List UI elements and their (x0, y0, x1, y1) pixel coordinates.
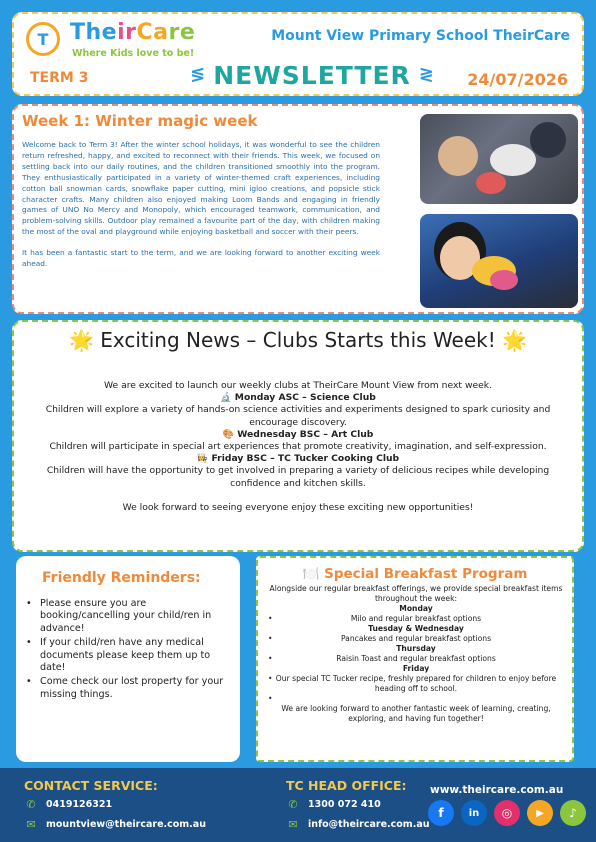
clubs-body (38, 380, 558, 514)
reminders-list (26, 598, 236, 703)
email-icon: ✉ (288, 818, 298, 831)
list-item: • Come check our lost property for your missing things. (26, 676, 236, 701)
club-text-cooking: Children will have the opportunity to get involved in preparing a variety of delicious recipes while developing confidence and kitchen skills. (46, 465, 550, 489)
office-phone-line[interactable] (286, 798, 381, 811)
reminders-section (16, 556, 240, 762)
linkedin-icon[interactable]: in (461, 800, 487, 826)
contact-phone: 0419126321 (46, 799, 113, 810)
club-heading-science: 🔬 Monday ASC – Science Club (220, 392, 376, 404)
week-title: Week 1: Winter magic week (22, 112, 258, 130)
breakfast-day: Friday (402, 664, 430, 673)
breakfast-day: Tuesday & Wednesday (368, 624, 464, 633)
clubs-intro: We are excited to launch our weekly clubs at TheirCare Mount View from next week. (103, 380, 493, 391)
footer (0, 768, 596, 842)
list-item: • If your child/ren have any medical documents please keep them up to date! (26, 637, 236, 674)
club-text-science: Children will explore a variety of hands-on science activities and experiments designed to spark curiosity and encourage discovery. (45, 404, 551, 428)
week-section (12, 104, 584, 314)
clubs-closing: We look forward to seeing everyone enjoy these exciting new opportunities! (122, 501, 474, 513)
newsletter-title: NEWSLETTER (213, 60, 411, 90)
issue-date: 24/07/2026 (467, 70, 568, 89)
club-text-art: Children will participate in special art experiences that promote creativity, imagination, and self-expression. (49, 441, 547, 453)
contact-phone-line[interactable] (24, 798, 112, 811)
logo-wordmark: TheirCare (70, 20, 196, 45)
breakfast-closing: We are looking forward to another fantastic week of learning, creating, exploring, and having fun together! (281, 704, 551, 723)
theircare-logo-icon: T (26, 22, 60, 56)
email-icon: ✉ (26, 818, 36, 831)
social-links (428, 800, 586, 826)
office-heading: TC HEAD OFFICE: (286, 778, 407, 793)
week-paragraph: It has been a fantastic start to the term, and we are looking forward to another exciting week ahead. (22, 248, 380, 269)
breakfast-title: 🍽️ Special Breakfast Program (302, 566, 528, 582)
facebook-icon[interactable]: f (428, 800, 454, 826)
breakfast-body (268, 584, 564, 724)
breakfast-day: Monday (399, 604, 433, 613)
week-paragraph: Welcome back to Term 3! After the winter school holidays, it was wonderful to see the children return refreshed, happy, and excited to reconnect with their friends. This week, we focused on settling back into our daily routines, and the children transitioned smoothly into the program. They enthusiastically participated in a variety of winter-themed craft experiences, including cotton ball snowman cards, snowflake paper cutting, mini igloo creations, and popsicle stick character crafts. Many children also enjoyed making Loom Bands and engaging in friendly games of UNO No Mercy and Monopoly, which encouraged teamwork, communication, and problem-solving skills. Outdoor play remained a favourite part of the day, with children making the most of the oval and playground while enjoying basketball and soccer with their peers. (22, 140, 380, 237)
phone-icon: ✆ (288, 798, 298, 811)
phone-icon: ✆ (26, 798, 36, 811)
instagram-icon[interactable]: ◎ (494, 800, 520, 826)
list-item: • Please ensure you are booking/cancelling your child/ren in advance! (26, 598, 236, 635)
term-label: TERM 3 (30, 70, 89, 86)
tiktok-icon[interactable]: ♪ (560, 800, 586, 826)
breakfast-item: • Milo and regular breakfast options (268, 614, 564, 624)
breakfast-item: • Our special TC Tucker recipe, freshly prepared for children to enjoy before heading off to school. (268, 674, 564, 694)
office-phone: 1300 072 410 (308, 799, 381, 810)
contact-email-line[interactable] (24, 818, 206, 831)
school-name: Mount View Primary School TheirCare (271, 28, 570, 44)
breakfast-empty-bullet (268, 694, 564, 704)
club-heading-cooking: 👩‍🍳 Friday BSC – TC Tucker Cooking Club (196, 453, 400, 465)
contact-email: mountview@theircare.com.au (46, 819, 206, 830)
breakfast-intro: Alongside our regular breakfast offerings, we provide special breakfast items throughout the week: (269, 584, 563, 603)
club-heading-art: 🎨 Wednesday BSC – Art Club (222, 428, 374, 440)
reminders-title: Friendly Reminders: (42, 570, 201, 586)
newsletter-title-wrap (188, 58, 436, 92)
logo-tagline: Where Kids love to be! (72, 48, 195, 59)
office-email-line[interactable] (286, 818, 430, 831)
newsletter-header (12, 12, 584, 96)
craft-activity-photo (420, 114, 578, 204)
office-email: info@theircare.com.au (308, 819, 430, 830)
breakfast-item: • Pancakes and regular breakfast options (268, 634, 564, 644)
youtube-icon[interactable]: ▶ (527, 800, 553, 826)
clubs-section (12, 320, 584, 552)
week-text (22, 140, 380, 280)
squiggle-right-icon: ≷ (418, 64, 434, 85)
breakfast-day: Thursday (396, 644, 436, 653)
contact-heading: CONTACT SERVICE: (24, 778, 158, 793)
squiggle-left-icon: ≶ (190, 64, 206, 85)
breakfast-item: • Raisin Toast and regular breakfast options (268, 654, 564, 664)
breakfast-section (256, 556, 574, 762)
child-with-craft-photo (420, 214, 578, 308)
website-link[interactable]: www.theircare.com.au (430, 784, 564, 796)
clubs-title: 🌟 Exciting News – Clubs Starts this Week! 🌟 (68, 328, 528, 352)
